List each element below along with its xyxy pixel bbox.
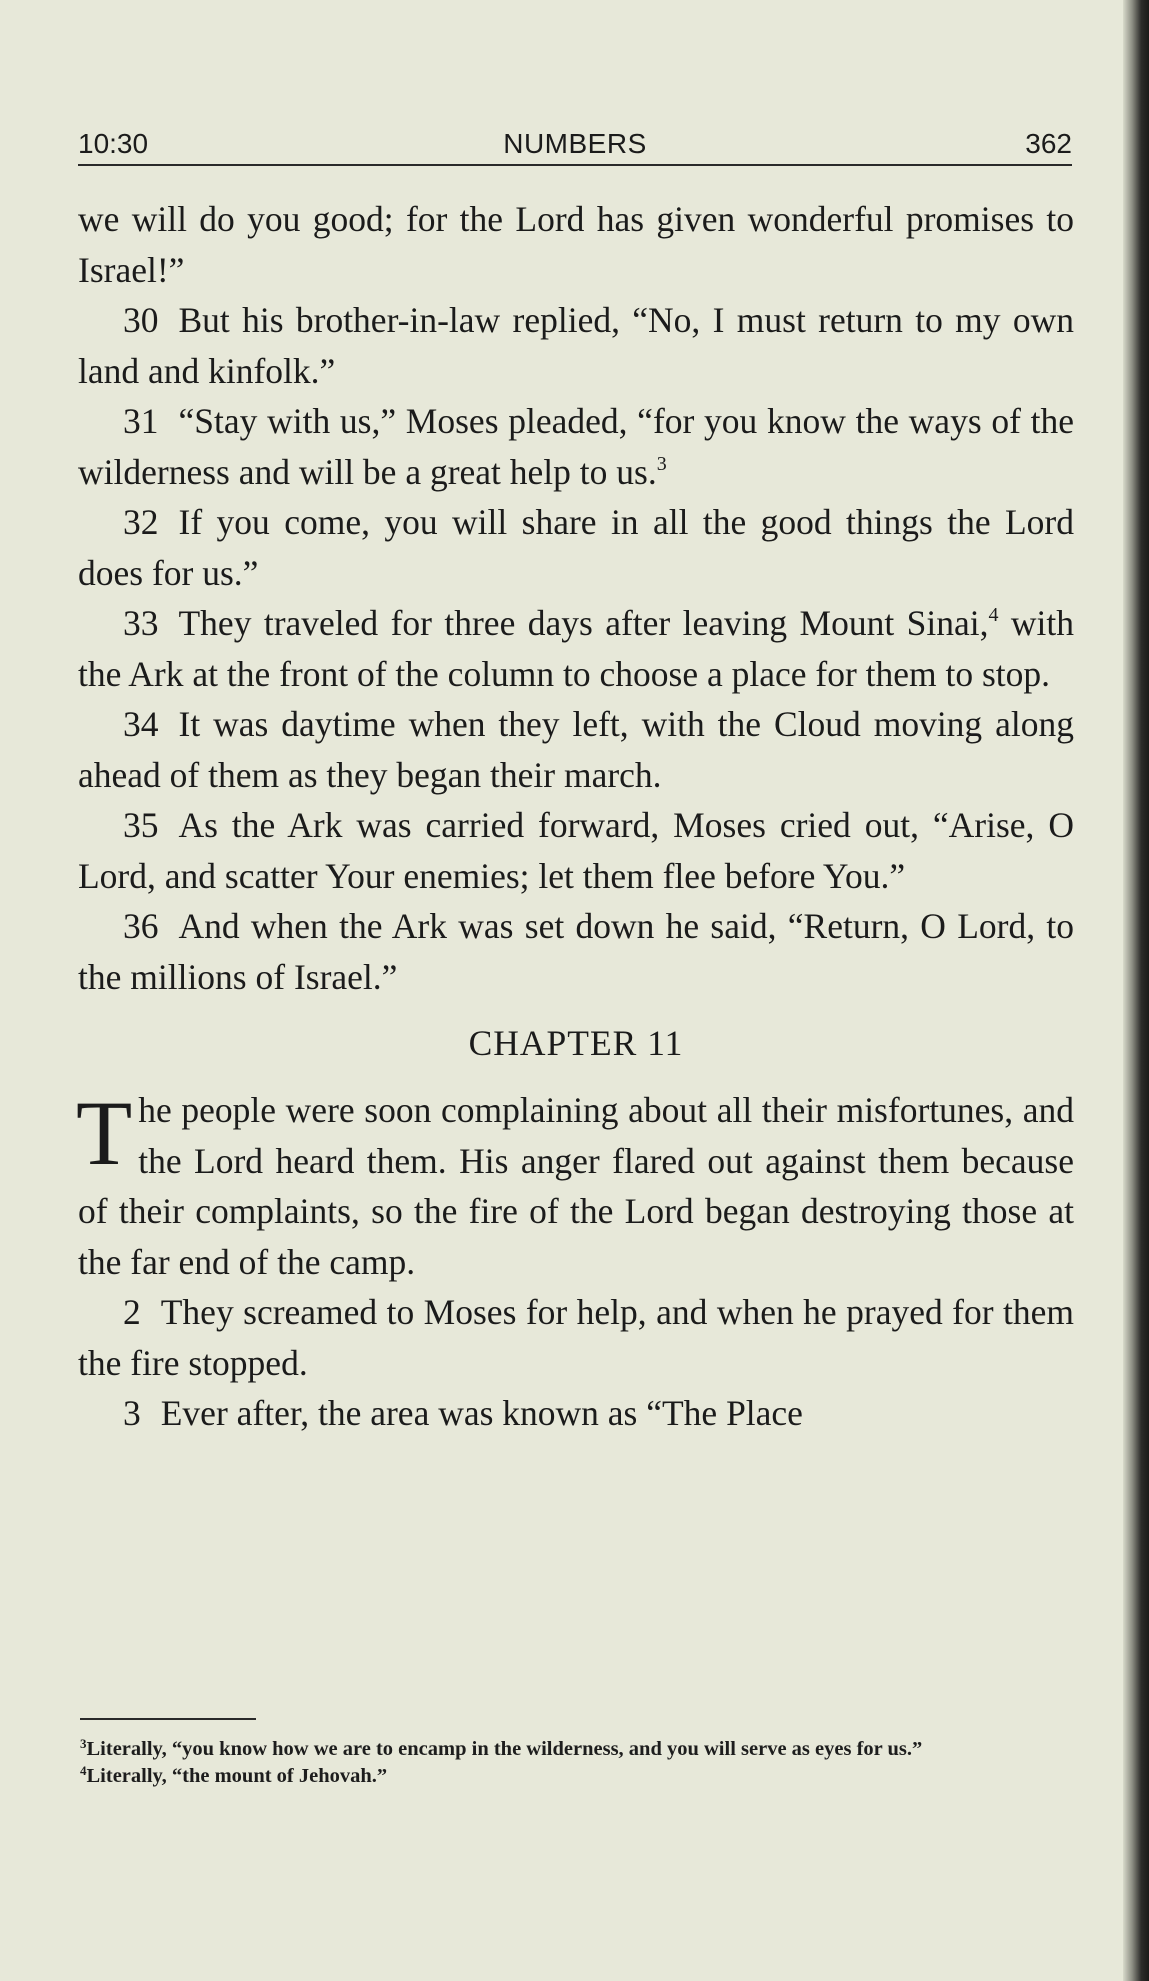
footnote-ref-3: 3 xyxy=(656,452,667,475)
running-header xyxy=(78,124,1072,166)
chapter-opening-paragraph: The people were soon complaining about all their misfortunes, and the Lord heard them. His anger flared out against them because of their complaints, so the fire of the Lord began destroying those at the far end of the camp. xyxy=(76,1082,1074,1282)
verse-33: 33 They traveled for three days after leaving Mount Sinai,$^4$ with the Ark at the front of the column to choose a place for them to stop. xyxy=(78,603,1074,694)
chapter-heading: CHAPTER 11 xyxy=(468,1023,684,1063)
paragraph-continuation: we will do you good; for the Lord has given wonderful promises to Israel!” xyxy=(78,199,1074,290)
verse-number: 2 xyxy=(123,1292,141,1332)
header-book-title: NUMBERS xyxy=(503,128,647,159)
verse-number: 32 xyxy=(123,502,159,542)
page-edge-shadow xyxy=(1123,0,1149,1981)
verse-number: 3 xyxy=(123,1393,141,1433)
verse-number: 30 xyxy=(123,300,159,340)
verse-35: 35 As the Ark was carried forward, Moses cried out, “Arise, O Lord, and scatter Your enemies; let them flee before You.” xyxy=(78,805,1074,896)
verse-number: 31 xyxy=(123,401,159,441)
footnote-3: $^3$Literally, “you know how we are to encamp in the wilderness, and you will serve as eyes for us.” xyxy=(80,1736,923,1760)
footnote-ref-4: 4 xyxy=(988,604,999,626)
verse-30: 30 But his brother-in-law replied, “No, I must return to my own land and kinfolk.” xyxy=(78,300,1074,391)
footnote-divider xyxy=(80,1718,256,1720)
verse-3: 3 Ever after, the area was known as “The Place xyxy=(123,1393,803,1433)
header-page-number: 362 xyxy=(1025,128,1072,159)
footnote-4: $^4$Literally, “the mount of Jehovah.” xyxy=(80,1763,388,1787)
verse-number: 33 xyxy=(123,603,159,643)
verse-number: 35 xyxy=(123,805,159,845)
header-reference: 10:30 xyxy=(78,128,149,159)
verse-number: 34 xyxy=(123,704,159,744)
verse-32: 32 If you come, you will share in all the good things the Lord does for us.” xyxy=(78,502,1074,593)
verse-number: 36 xyxy=(123,906,159,946)
verse-2: 2 They screamed to Moses for help, and when he prayed for them the fire stopped. xyxy=(78,1292,1074,1383)
verse-31: 31 “Stay with us,” Moses pleaded, “for you know the ways of the wilderness and will be a great help to us.$^3$ xyxy=(78,401,1074,492)
footnotes xyxy=(80,1733,1070,1787)
verse-34: 34 It was daytime when they left, with the Cloud moving along ahead of them as they began their march. xyxy=(78,704,1074,795)
drop-cap: T xyxy=(76,1082,133,1184)
page-body xyxy=(78,194,1074,1439)
verse-36: 36 And when the Ark was set down he said, “Return, O Lord, to the millions of Israel.” xyxy=(78,906,1074,997)
